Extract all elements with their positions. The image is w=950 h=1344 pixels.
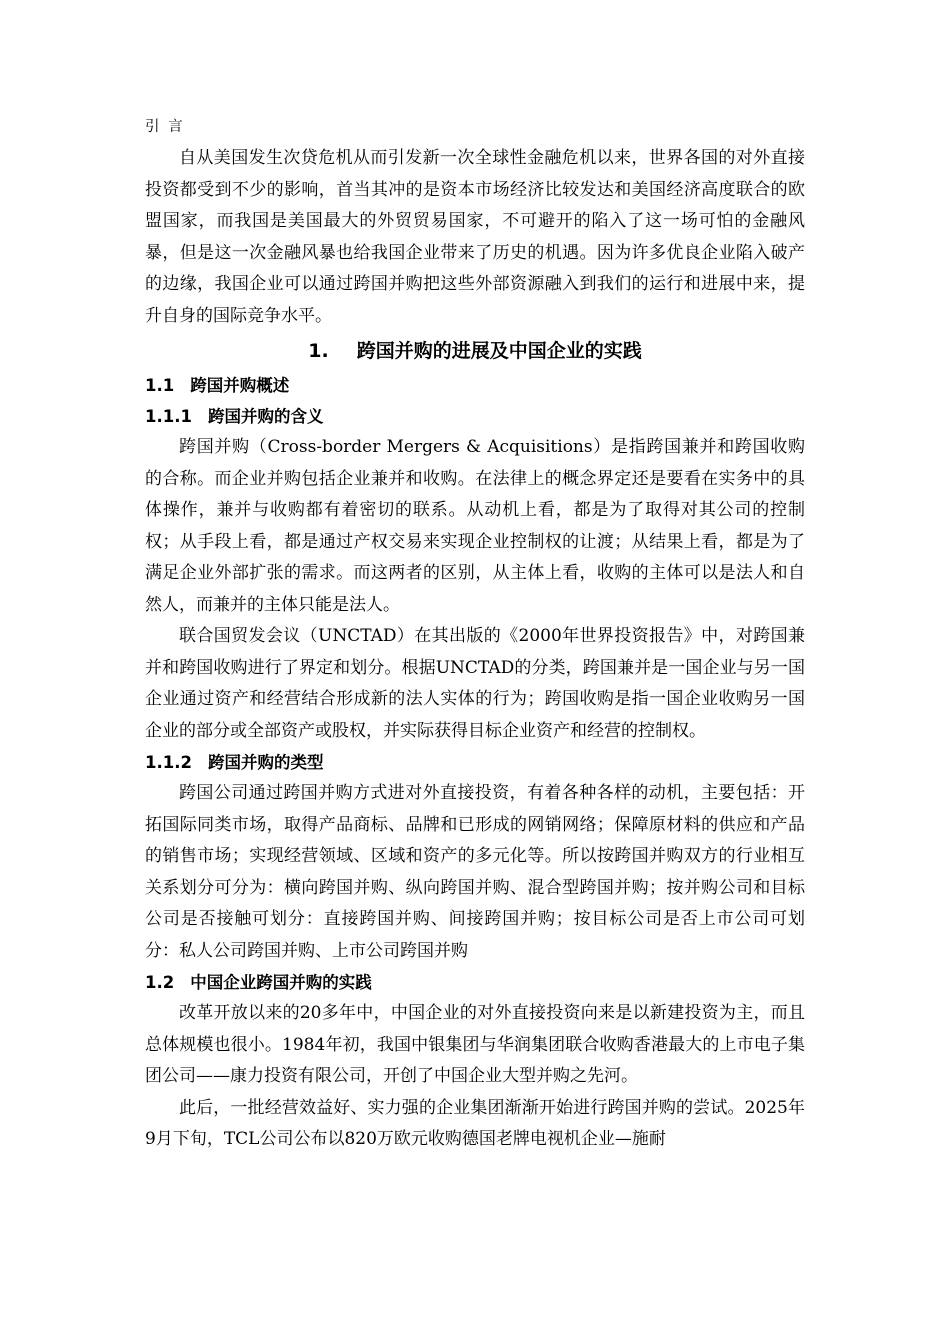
section-1-heading bbox=[145, 332, 805, 370]
section-1-number: 1. bbox=[308, 340, 329, 362]
section-1-1-1-paragraph-1: 跨国并购（Cross-border Mergers & Acquisitions）是指跨国兼并和跨国收购的合称。而企业并购包括企业兼并和收购。在法律上的概念界定还是要看在实务中的具体操作，兼并与收购都有着密切的联系。从动机上看，都是为了取得对其公司的控制权；从手段上看，都是通过产权交易来实现企业控制权的让渡；从结果上看，都是为了满足企业外部扩张的需求。而这两者的区别，从主体上看，收购的主体可以是法人和自然人，而兼并的主体只能是法人。 bbox=[145, 437, 805, 615]
section-1-1-2-title: 跨国并购的类型 bbox=[207, 753, 324, 772]
section-1-1-1-paragraph-2: 联合国贸发会议（UNCTAD）在其出版的《2000年世界投资报告》中，对跨国兼并和跨国收购进行了界定和划分。根据UNCTAD的分类，跨国兼并是一国企业与另一国企业通过资产和经营结合形成新的法人实体的行为；跨国收购是指一国企业收购另一国企业的部分或全部资产或股权，并实际获得目标企业资产和经营的控制权。 bbox=[145, 626, 805, 741]
section-1-1-heading bbox=[145, 370, 805, 401]
section-1-1-2-number: 1.1.2 bbox=[145, 753, 192, 772]
section-1-1-1-heading bbox=[145, 401, 805, 432]
section-1-2-heading bbox=[145, 967, 805, 998]
section-1-2-title: 中国企业跨国并购的实践 bbox=[190, 973, 372, 992]
section-1-1-2-heading bbox=[145, 747, 805, 778]
section-1-1-1-number: 1.1.1 bbox=[145, 407, 192, 426]
section-1-1-1-title: 跨国并购的含义 bbox=[207, 407, 324, 426]
section-1-2-number: 1.2 bbox=[145, 973, 175, 992]
intro-paragraph: 自从美国发生次贷危机从而引发新一次全球性金融危机以来，世界各国的对外直接投资都受到不少的影响，首当其冲的是资本市场经济比较发达和美国经济高度联合的欧盟国家，而我国是美国最大的外贸贸易国家，不可避开的陷入了这一场可怕的金融风暴，但是这一次金融风暴也给我国企业带来了历史的机遇。因为许多优良企业陷入破产的边缘，我国企业可以通过跨国并购把这些外部资源融入到我们的运行和进展中来，提升自身的国际竞争水平。 bbox=[145, 148, 805, 326]
section-1-2-paragraph-1: 改革开放以来的20多年中，中国企业的对外直接投资向来是以新建投资为主，而且总体规模也很小。1984年初，我国中银集团与华润集团联合收购香港最大的上市电子集团公司——康力投资有限公司，开创了中国企业大型并购之先河。 bbox=[145, 1003, 805, 1086]
section-1-1-2-paragraph-1: 跨国公司通过跨国并购方式进对外直接投资，有着各种各样的动机，主要包括：开拓国际同类市场，取得产品商标、品牌和已形成的网销网络；保障原材料的供应和产品的销售市场；实现经营领域、区域和资产的多元化等。所以按跨国并购双方的行业相互关系划分可分为：横向跨国并购、纵向跨国并购、混合型跨国并购；按并购公司和目标公司是否接触可划分：直接跨国并购、间接跨国并购；按目标公司是否上市公司可划分：私人公司跨国并购、上市公司跨国并购 bbox=[145, 783, 805, 961]
intro-label: 引 言 bbox=[145, 119, 185, 135]
section-1-title: 跨国并购的进展及中国企业的实践 bbox=[356, 340, 642, 362]
document-body bbox=[145, 112, 805, 1156]
section-1-1-title: 跨国并购概述 bbox=[190, 376, 290, 395]
section-1-1-number: 1.1 bbox=[145, 376, 175, 395]
section-1-2-paragraph-2: 此后，一批经营效益好、实力强的企业集团渐渐开始进行跨国并购的尝试。2025年9月下旬，TCL公司公布以820万欧元收购德国老牌电视机企业—施耐 bbox=[145, 1097, 805, 1149]
